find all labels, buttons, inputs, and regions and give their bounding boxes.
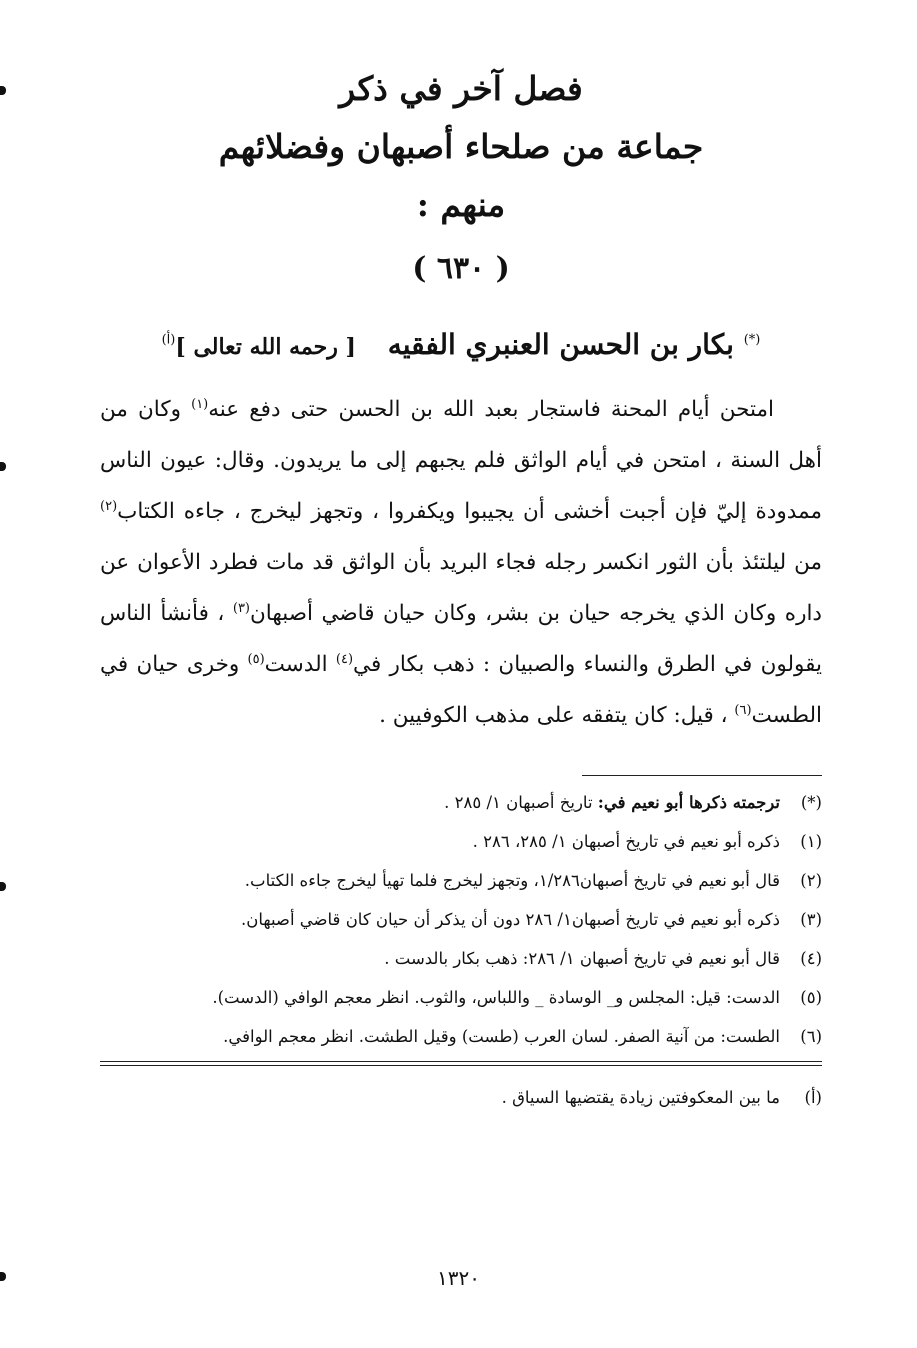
footnote-item <box>100 1024 822 1049</box>
body-text-segment: وخرى حيان في الطست <box>100 652 822 728</box>
footnote-item <box>100 790 822 815</box>
footnote-mark: (٦) <box>800 1027 822 1046</box>
footnote-ref: (٦) <box>734 702 752 718</box>
chapter-heading-line-3: منهم : <box>416 185 506 224</box>
footnote-mark: (١) <box>800 832 822 851</box>
footnote-ref: (٤) <box>335 651 354 667</box>
page-number: ١٣٢٠ <box>437 1266 480 1290</box>
footnote-mark: (٢) <box>800 871 822 890</box>
editor-insertion: [ رحمه الله تعالى ] <box>175 334 356 360</box>
title-footnote-mark: (*) <box>743 332 761 348</box>
footnote-text: الدست: قيل: المجلس و_ الوسادة _ واللباس، والثوب. انظر معجم الوافي (الدست). <box>212 988 780 1007</box>
footnote-mark: (٤) <box>800 949 822 968</box>
biography-title <box>100 322 822 370</box>
footnote-item <box>100 946 822 971</box>
scan-edge-mark <box>0 86 6 95</box>
footnote-text: تاريخ أصبهان ١/ ٢٨٥ . <box>444 793 598 812</box>
footnote-mark: (٣) <box>800 910 822 929</box>
biography-paragraph <box>100 384 822 741</box>
footnote-mark: (٥) <box>800 988 822 1007</box>
insertion-note-mark: (أ) <box>161 332 176 348</box>
footnote-ref: (٣) <box>232 600 250 616</box>
body-text-segment: امتحن أيام المحنة فاستجار بعبد الله بن الحسن حتى دفع عنه <box>208 397 774 422</box>
footnote-item <box>100 985 822 1010</box>
footnote-ref: (١) <box>191 396 209 412</box>
body-text-segment: الدست <box>264 652 336 677</box>
scan-edge-mark <box>0 462 6 471</box>
body-text-segment: من ليلتئذ بأن الثور انكسر رجله فجاء البريد بأن الواثق قد مات فطرد الأعوان عن داره وكان الذي يخرجه حيان بن بشر، وكان حيان قاضي أصبهان <box>100 550 822 626</box>
footnote-lead: ترجمته ذكرها أبو نعيم في: <box>597 793 780 812</box>
editor-note-text: ما بين المعكوفتين زيادة يقتضيها السياق . <box>501 1088 780 1107</box>
footnote-ref: (٥) <box>247 651 265 667</box>
footnote-text: ذكره أبو نعيم في تاريخ أصبهان١/ ٢٨٦ دون أن يذكر أن حيان كان قاضي أصبهان. <box>240 910 780 929</box>
footnote-mark: (*) <box>800 793 822 812</box>
entry-number: ( ٦٣٠ ) <box>412 251 510 286</box>
editor-note-separator <box>100 1061 822 1065</box>
chapter-heading-line-2: جماعة من صلحاء أصبهان وفضلائهم <box>218 127 704 166</box>
footnotes <box>100 790 822 1110</box>
footnote-item <box>100 868 822 893</box>
person-name: بكار بن الحسن العنبري الفقيه <box>387 328 734 361</box>
body-text-segment: ، فأنشأ الناس يقولون في الطرق والنساء والصبيان : ذهب بكار في <box>100 601 822 677</box>
body-text-segment: ، قيل: كان يتفقه على مذهب الكوفيين . <box>379 703 735 728</box>
footnote-text: ذكره أبو نعيم في تاريخ أصبهان ١/ ٢٨٥، ٢٨٦ . <box>472 832 780 851</box>
footnote-item <box>100 907 822 932</box>
footnote-item <box>100 829 822 854</box>
body-text-segment: وكان من أهل السنة ، امتحن في أيام الواثق فلم يجبهم إلى ما يريدون. وقال: عيون الناس ممدودة إليّ فإن أجبت أخشى أن يجيبوا ويكفروا ، وتجهز ليخرج ، جاءه الكتاب <box>100 397 822 524</box>
footnote-separator <box>582 775 822 776</box>
footnote-text: قال أبو نعيم في تاريخ أصبهان ١/ ٢٨٦: ذهب بكار بالدست . <box>384 949 780 968</box>
footnote-text: الطست: من آنية الصفر. لسان العرب (طست) وقيل الطشت. انظر معجم الوافي. <box>223 1027 780 1046</box>
editor-note <box>100 1085 822 1110</box>
footnote-ref: (٢) <box>100 498 118 514</box>
scan-edge-mark <box>0 882 6 891</box>
chapter-heading-line-1: فصل آخر في ذكر <box>339 69 583 108</box>
footnote-text: قال أبو نعيم في تاريخ أصبهان١/٢٨٦، وتجهز ليخرج فلما تهيأ ليخرج جاءه الكتاب. <box>244 871 780 890</box>
editor-note-mark: (أ) <box>804 1088 822 1107</box>
page-content <box>100 60 822 1110</box>
